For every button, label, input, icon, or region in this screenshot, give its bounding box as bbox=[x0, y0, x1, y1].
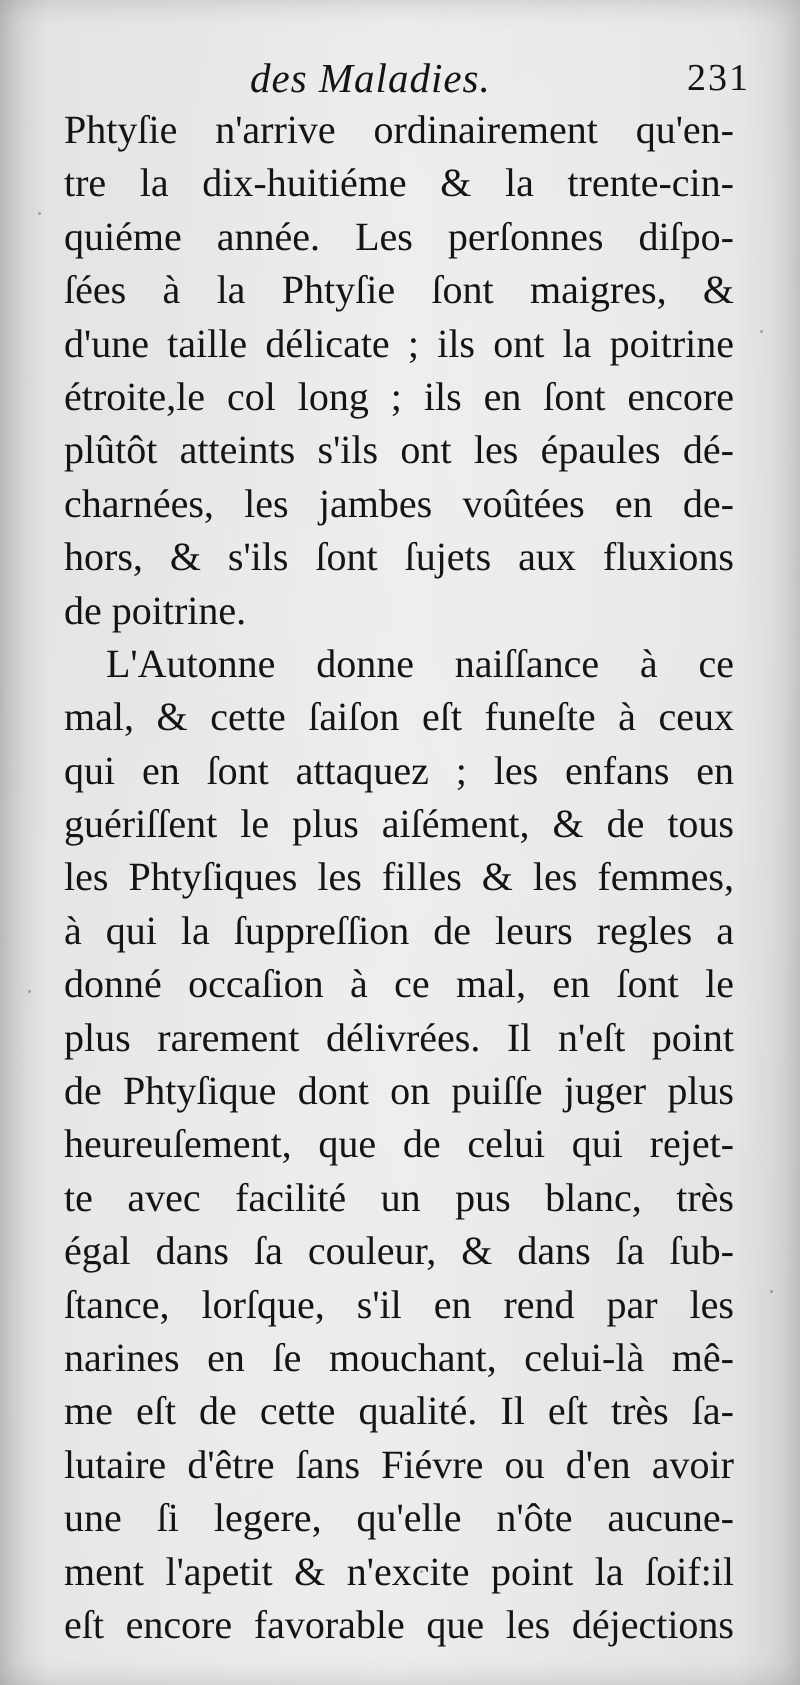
text-line: eſt encore favorable que les déjections bbox=[64, 1601, 734, 1647]
text-line: narines en ſe mouchant, celui-là mê- bbox=[64, 1334, 734, 1380]
paper-speck bbox=[38, 212, 41, 215]
paragraph-end-line: de poitrine. bbox=[64, 587, 247, 633]
text-line: quiéme année. Les perſonnes diſpo- bbox=[64, 213, 734, 259]
paragraph-start-line: L'Autonne donne naiſſance à ce bbox=[106, 640, 734, 686]
paper-speck bbox=[28, 990, 31, 993]
text-line: qui en ſont attaquez ; les enfans en bbox=[64, 747, 734, 793]
running-title: des Maladies. bbox=[250, 55, 491, 101]
text-line: une ſi legere, qu'elle n'ôte aucune- bbox=[64, 1495, 734, 1541]
text-line: de Phtyſique dont on puiſſe juger plus bbox=[64, 1068, 734, 1114]
text-line: guériſſent le plus aiſément, & de tous bbox=[64, 801, 734, 847]
text-line: étroite,le col long ; ils en ſont encore bbox=[64, 373, 734, 419]
text-line: les Phtyſiques les filles & les femmes, bbox=[64, 854, 734, 900]
text-line: lutaire d'être ſans Fiévre ou d'en avoir bbox=[64, 1441, 734, 1487]
paper-speck bbox=[760, 330, 763, 333]
text-line: plûtôt atteints s'ils ont les épaules dé- bbox=[64, 427, 734, 473]
text-line: me eſt de cette qualité. Il eſt très ſa- bbox=[64, 1388, 734, 1434]
text-line: égal dans ſa couleur, & dans ſa ſub- bbox=[64, 1228, 734, 1274]
text-line: mal, & cette ſaiſon eſt funeſte à ceux bbox=[64, 694, 734, 740]
text-line: heureuſement, que de celui qui rejet- bbox=[64, 1121, 734, 1167]
text-line: d'une taille délicate ; ils ont la poitrine bbox=[64, 320, 734, 366]
text-line: ſées à la Phtyſie ſont maigres, & bbox=[64, 267, 734, 313]
text-line: donné occaſion à ce mal, en ſont le bbox=[64, 961, 734, 1007]
body-text bbox=[64, 103, 734, 1651]
text-line: Phtyſie n'arrive ordinairement qu'en- bbox=[64, 107, 734, 152]
paper-speck bbox=[770, 1290, 773, 1293]
text-line: ſtance, lorſque, s'il en rend par les bbox=[64, 1281, 734, 1327]
text-line: hors, & s'ils ſont ſujets aux fluxions bbox=[64, 534, 734, 580]
page-header bbox=[60, 46, 750, 106]
text-line: te avec facilité un pus blanc, très bbox=[64, 1174, 734, 1220]
page-number: 231 bbox=[687, 57, 750, 99]
text-line: plus rarement délivrées. Il n'eſt point bbox=[64, 1014, 734, 1060]
text-line: à qui la ſuppreſſion de leurs regles a bbox=[64, 907, 734, 953]
text-line: ment l'apetit & n'excite point la ſoif:il bbox=[64, 1548, 734, 1594]
text-line: charnées, les jambes voûtées en de- bbox=[64, 480, 734, 526]
text-line: tre la dix-huitiéme & la trente-cin- bbox=[64, 160, 734, 206]
